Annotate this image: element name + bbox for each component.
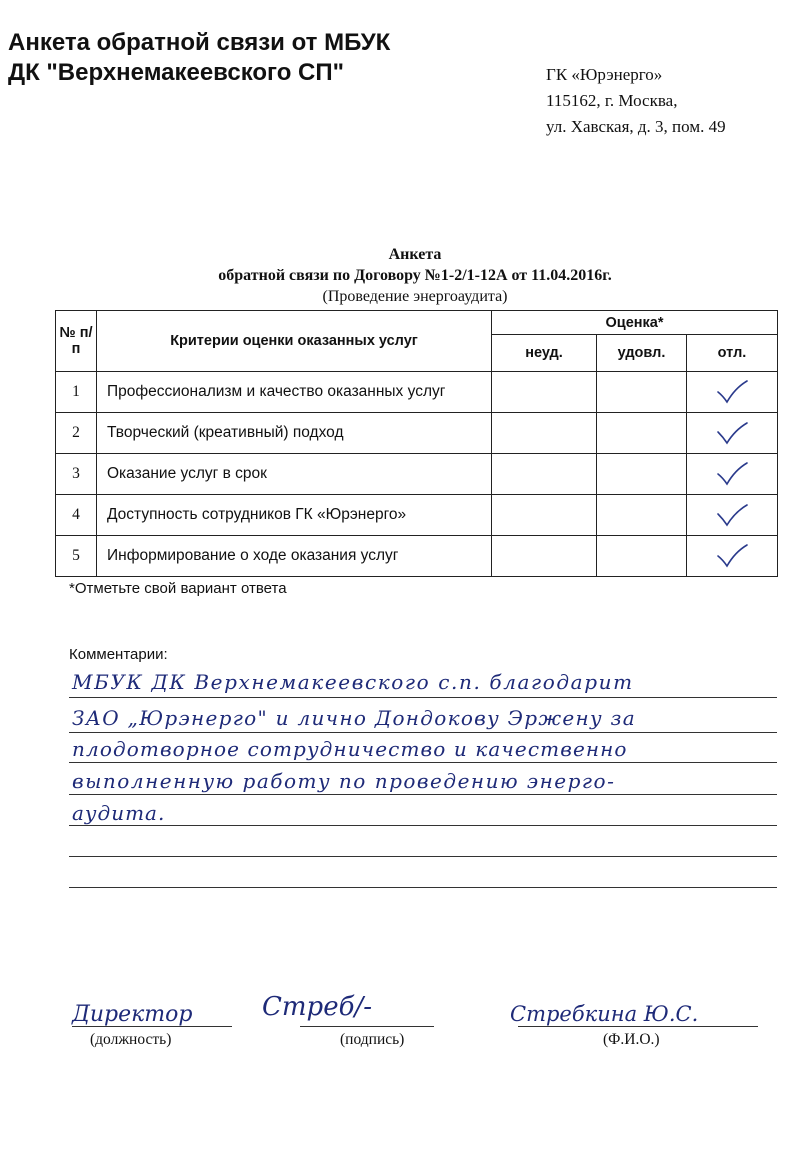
- signature-caption: (подпись): [340, 1031, 405, 1048]
- checkmark-icon: [715, 543, 749, 569]
- table-row: [56, 413, 778, 454]
- rating-option-unsatisfactory: неуд.: [492, 335, 597, 372]
- form-heading: Анкета: [388, 246, 442, 263]
- signature-line: [300, 1026, 434, 1027]
- recipient-address-line-2: ул. Хавская, д. 3, пом. 49: [546, 117, 726, 136]
- table-row: [56, 495, 778, 536]
- table-row: [56, 372, 778, 413]
- comment-line: [69, 825, 777, 826]
- recipient-name: ГК «Юрэнерго»: [546, 65, 663, 84]
- comment-line: [69, 887, 777, 888]
- comment-text-line: ЗАО „Юрэнерго" и лично Дондокову Эржену за: [72, 706, 636, 730]
- name-handwritten: Стребкина Ю.С.: [510, 1002, 699, 1026]
- form-header-title: [8, 28, 390, 88]
- checkmark-icon: [715, 461, 749, 487]
- form-heading-block: [0, 244, 800, 307]
- comment-line: [69, 856, 777, 857]
- row-number: 4: [56, 495, 97, 536]
- row-criterion: Доступность сотрудников ГК «Юрэнерго»: [97, 495, 492, 536]
- row-criterion: Творческий (креативный) подход: [97, 413, 492, 454]
- position-caption: (должность): [90, 1031, 172, 1048]
- table-row: [56, 454, 778, 495]
- cell-unsatisfactory[interactable]: [492, 413, 597, 454]
- name-caption: (Ф.И.О.): [603, 1031, 660, 1048]
- recipient-address-line-1: 115162, г. Москва,: [546, 91, 678, 110]
- cell-unsatisfactory[interactable]: [492, 454, 597, 495]
- form-subtitle: обратной связи по Договору №1-2/1-12А от 11.04.2016г.: [218, 267, 612, 284]
- col-header-rating: Оценка*: [492, 311, 778, 335]
- row-number: 1: [56, 372, 97, 413]
- cell-satisfactory[interactable]: [597, 372, 687, 413]
- signature-handwritten: Стреб/-: [262, 992, 372, 1022]
- comment-text-line: выполненную работу по проведению энерго-: [72, 769, 616, 793]
- cell-unsatisfactory[interactable]: [492, 495, 597, 536]
- cell-satisfactory[interactable]: [597, 495, 687, 536]
- form-purpose: (Проведение энергоаудита): [322, 288, 508, 305]
- position-handwritten: Директор: [72, 1002, 193, 1027]
- comment-line: [69, 762, 777, 763]
- cell-excellent[interactable]: [687, 413, 778, 454]
- comment-text-line: МБУК ДК Верхнемакеевского с.п. благодарит: [72, 670, 634, 694]
- recipient-block: [546, 62, 726, 140]
- rating-option-excellent: отл.: [687, 335, 778, 372]
- checkmark-icon: [715, 502, 749, 528]
- position-line: [72, 1026, 232, 1027]
- table-footnote: *Отметьте свой вариант ответа: [69, 580, 287, 597]
- row-criterion: Информирование о ходе оказания услуг: [97, 536, 492, 577]
- comments-label: Комментарии:: [69, 646, 168, 663]
- row-number: 2: [56, 413, 97, 454]
- title-line-1: Анкета обратной связи от МБУК: [8, 29, 391, 56]
- cell-satisfactory[interactable]: [597, 536, 687, 577]
- cell-unsatisfactory[interactable]: [492, 372, 597, 413]
- title-line-2: ДК "Верхнемакеевского СП": [8, 59, 345, 86]
- rating-table: [55, 310, 778, 577]
- col-header-num: № п/п: [56, 311, 97, 372]
- comment-text-line: аудита.: [72, 801, 166, 825]
- cell-excellent[interactable]: [687, 536, 778, 577]
- cell-excellent[interactable]: [687, 372, 778, 413]
- comment-line: [69, 794, 777, 795]
- row-criterion: Профессионализм и качество оказанных услуг: [97, 372, 492, 413]
- row-criterion: Оказание услуг в срок: [97, 454, 492, 495]
- cell-satisfactory[interactable]: [597, 413, 687, 454]
- cell-excellent[interactable]: [687, 495, 778, 536]
- row-number: 3: [56, 454, 97, 495]
- col-header-criteria: Критерии оценки оказанных услуг: [97, 311, 492, 372]
- comment-line: [69, 697, 777, 698]
- cell-unsatisfactory[interactable]: [492, 536, 597, 577]
- cell-excellent[interactable]: [687, 454, 778, 495]
- checkmark-icon: [715, 420, 749, 446]
- comment-text-line: плодотворное сотрудничество и качественно: [72, 737, 628, 761]
- table-row: [56, 536, 778, 577]
- checkmark-icon: [715, 379, 749, 405]
- rating-option-satisfactory: удовл.: [597, 335, 687, 372]
- row-number: 5: [56, 536, 97, 577]
- comment-line: [69, 732, 777, 733]
- name-line: [518, 1026, 758, 1027]
- cell-satisfactory[interactable]: [597, 454, 687, 495]
